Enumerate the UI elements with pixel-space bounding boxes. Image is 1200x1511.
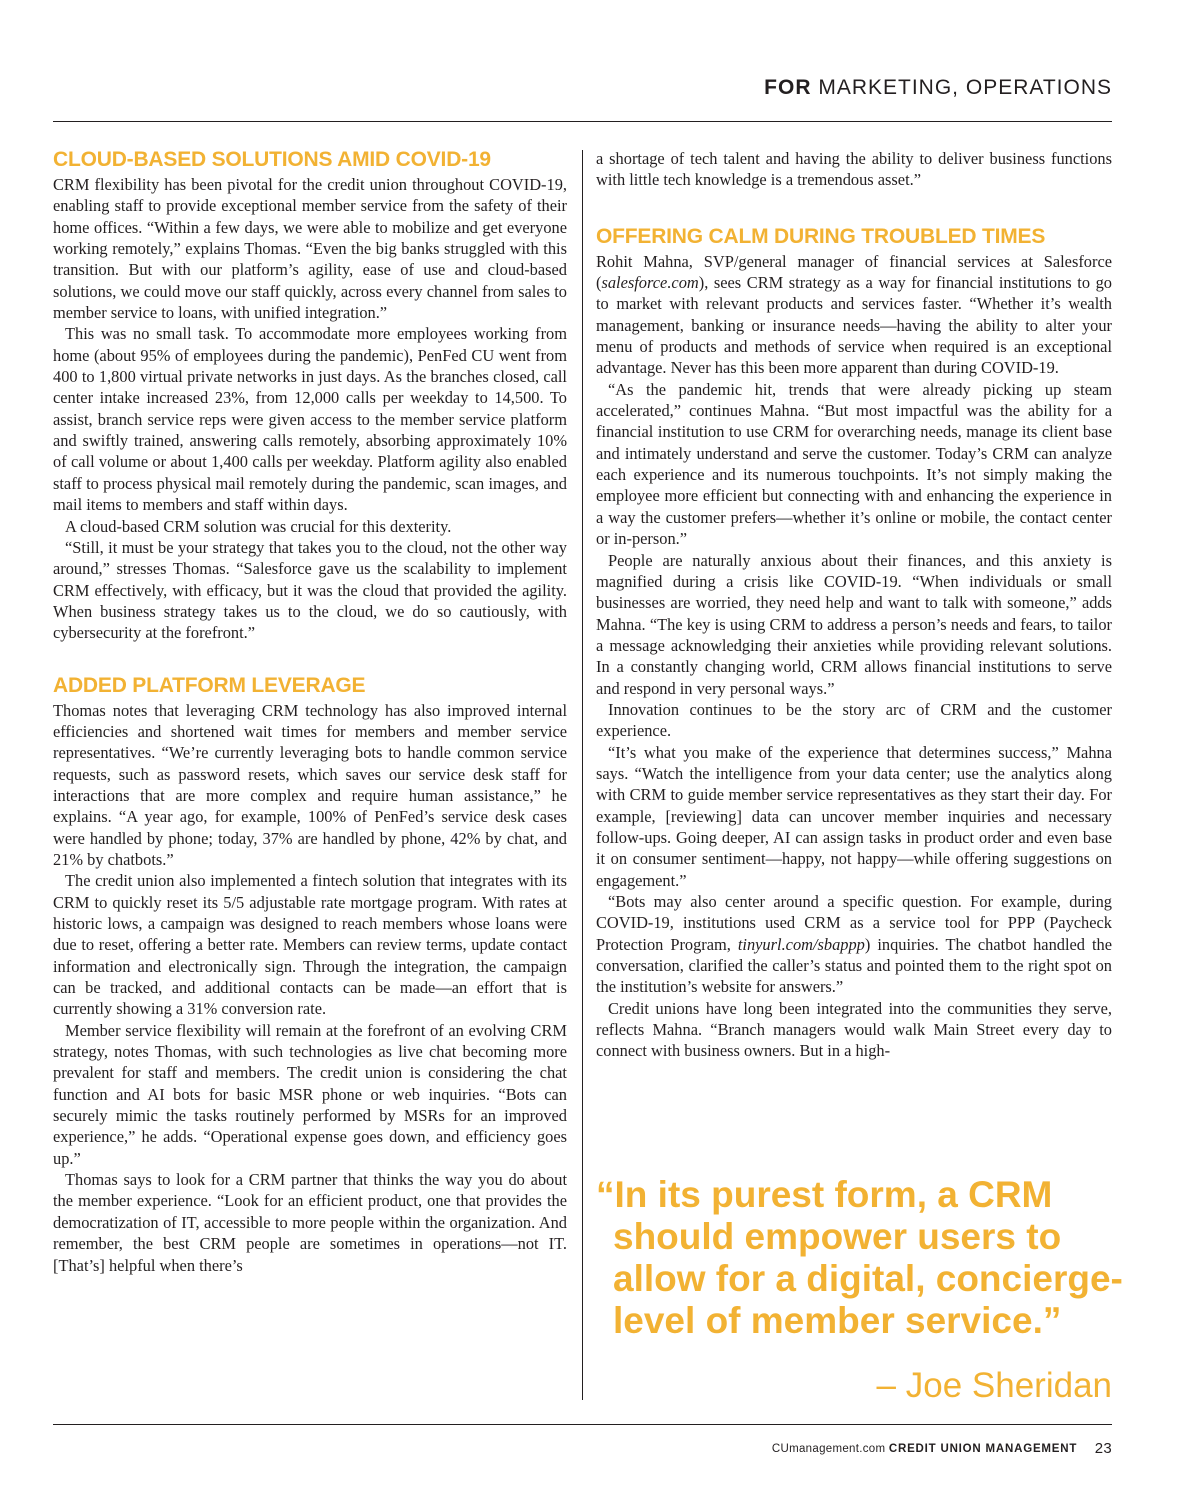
paragraph: “It’s what you make of the experience that determines success,” Mahna says. “Watch the intelligence from your data center; use the analytics along with CRM to guide member service representatives as they start their day. For example, [reviewing] data can uncover member inquiries and necessary follow-ups. Going deeper, AI can assign tasks in product order and even base it on consumer sentiment—happy, not happy—while offering suggestions on engagement.” <box>596 742 1112 890</box>
paragraph: Thomas notes that leveraging CRM technology has also improved internal efficiencies and shortened wait times for members and member service representatives. “We’re currently leveraging bots to handle common service requests, such as password resets, which saves our service desk staff for interactions that are more complex and require human assistance,” he explains. “A year ago, for example, 100% of PenFed’s service desk cases were handled by phone; today, 37% are handled by phone, 42% by chat, and 21% by chatbots.” <box>53 700 567 869</box>
footer-magazine: CREDIT UNION MANAGEMENT <box>888 1443 1078 1455</box>
heading-cloud-based: CLOUD-BASED SOLUTIONS AMID COVID-19 <box>53 148 491 171</box>
pull-quote-line: should empower users to <box>613 1216 1062 1257</box>
header-rule <box>53 121 1112 122</box>
pull-quote <box>596 1174 1123 1342</box>
footer-site[interactable]: CUmanagement.com <box>771 1443 886 1455</box>
paragraph: Thomas says to look for a CRM partner that thinks the way you do about the member experience. “Look for an efficient product, one that provides the democratization of IT, accessible to more people within the organization. And remember, the best CRM people are sometimes in operations—not IT. [That’s] helpful when there’s <box>53 1170 567 1275</box>
page-number: 23 <box>1094 1440 1112 1457</box>
pull-quote-line: level of member service.” <box>613 1300 1062 1341</box>
section-tag-bold: FOR <box>764 76 812 99</box>
column-divider <box>582 150 583 1400</box>
paragraph: The credit union also implemented a fintech solution that integrates with its CRM to quickly reset its 5/5 adjustable rate mortgage program. With rates at historic lows, a campaign was designed to reach members whose loans were due to reset, offering a better rate. Members can review terms, update contact information and electronically sign. Through the integration, the campaign can be tracked, and additional contacts can be made—an effort that is currently showing a 31% conversion rate. <box>53 871 567 1019</box>
paragraph: This was no small task. To accommodate more employees working from home (about 95% of employees during the pandemic), PenFed CU went from 400 to 1,800 virtual private networks in just days. As the branches closed, call center intake increased 23%, from 12,000 calls per weekday to 14,500. To assist, branch service reps were given access to the member service platform and swiftly trained, answering calls remotely, absorbing approximately 10% of call volume or about 1,400 calls per weekday. Platform agility also enabled staff to process physical mail remotely during the pandemic, scan images, and mail items to members and staff within days. <box>53 324 567 515</box>
link-tinyurl[interactable]: tinyurl.com/sbappp <box>737 934 865 954</box>
heading-offering-calm: OFFERING CALM DURING TROUBLED TIMES <box>596 224 1046 248</box>
heading-platform-leverage: ADDED PLATFORM LEVERAGE <box>53 673 366 697</box>
pull-quote-attribution: – Joe Sheridan <box>876 1366 1112 1405</box>
right-column <box>596 148 1112 1062</box>
paragraph: Rohit Mahna, SVP/general manager of financial services at Salesforce (salesforce.com), sees CRM strategy as a way for financial institutions to go to market with relevant products and services faster. “Whether it’s wealth management, banking or insurance needs—having the ability to alter your menu of products and methods of service when required is an exceptional advantage. Never has this been more apparent than during COVID-19. <box>596 251 1112 378</box>
paragraph: A cloud-based CRM solution was crucial for this dexterity. <box>65 516 452 536</box>
section-tag <box>764 76 1112 100</box>
paragraph: “Still, it must be your strategy that takes you to the cloud, not the other way around,” stresses Thomas. “Salesforce gave us the scalability to implement CRM effectively, with efficacy, but it was the cloud that provided the agility. When business strategy takes us to the cloud, we do so cautiously, with cybersecurity at the forefront.” <box>53 537 567 643</box>
paragraph: “Bots may also center around a specific question. For example, during COVID-19, institutions used CRM as a service tool for PPP (Paycheck Protection Program, tinyurl.com/sbappp) inquiries. The chatbot handled the conversation, clarified the caller’s status and pointed them to the right spot on the institution’s website for answers.” <box>596 892 1112 997</box>
paragraph: Credit unions have long been integrated into the communities they serve, reflects Mahna. “Branch managers would walk Main Street every day to connect with business owners. But in a high- <box>596 998 1112 1061</box>
paragraph: CRM flexibility has been pivotal for the credit union throughout COVID-19, enabling staff to provide exceptional member service from the safety of their home offices. “Within a few days, we were able to mobilize and get everyone working remotely,” explains Thomas. “Even the big banks struggled with this transition. But with our platform’s agility, ease of use and cloud-based solutions, we could move our staff quickly, across every channel from sales to member service to loans, with unified integration.” <box>53 175 567 323</box>
left-column <box>53 148 567 1276</box>
paragraph: Member service flexibility will remain at the forefront of an evolving CRM strategy, notes Thomas, with such technologies as live chat becoming more prevalent for staff and members. The credit union is considering the chat function and AI bots for basic MSR phone or web inquiries. “Bots can securely mimic the tasks routinely performed by MSRs for an improved experience,” he adds. “Operational expense goes down, and efficiency goes up.” <box>53 1020 567 1168</box>
paragraph: a shortage of tech talent and having the ability to deliver business functions with little tech knowledge is a tremendous asset.” <box>596 149 1112 190</box>
section-tag-rest: MARKETING, OPERATIONS <box>818 76 1112 99</box>
paragraph: “As the pandemic hit, trends that were already picking up steam accelerated,” continues Mahna. “But most impactful was the ability for a financial institution to use CRM for overarching needs, manage its client base and intimately understand and serve the customer. Today’s CRM can analyze each experience and its numerous touchpoints. It’s not simply making the employee more efficient but connecting with and enhancing the experience in a way the customer prefers—whether it’s online or mobile, the contact center or in-person.” <box>596 379 1112 549</box>
pull-quote-line: allow for a digital, concierge- <box>613 1258 1123 1299</box>
footer-rule <box>53 1424 1112 1425</box>
paragraph: Innovation continues to be the story arc of CRM and the customer experience. <box>596 699 1112 741</box>
link-salesforce[interactable]: salesforce.com <box>601 273 699 293</box>
pull-quote-line: “In its purest form, a CRM <box>596 1174 1053 1215</box>
paragraph: People are naturally anxious about their finances, and this anxiety is magnified during a crisis like COVID-19. “When individuals or small businesses are worried, they need help and want to talk with someone,” adds Mahna. “The key is using CRM to address a person’s needs and fears, to tailor a message acknowledging their anxieties while providing relevant solutions. In a constantly changing world, CRM allows financial institutions to serve and respond in very personal ways.” <box>596 550 1112 698</box>
footer <box>772 1440 1112 1457</box>
